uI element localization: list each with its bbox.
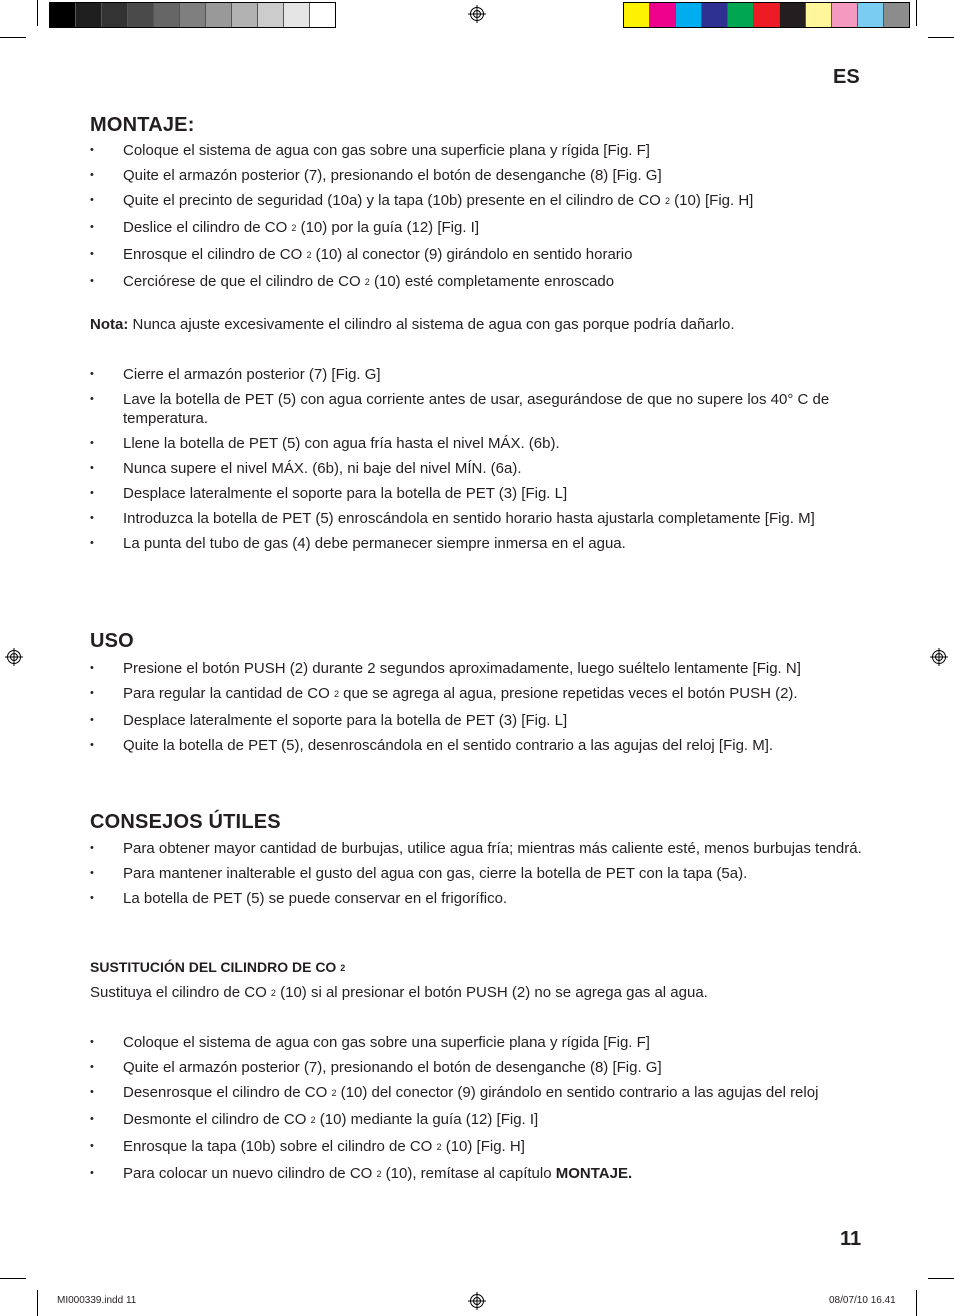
registration-mark-icon [468,5,486,23]
color-swatch [76,3,102,27]
registration-mark-icon [468,1292,486,1310]
grayscale-color-bar [49,2,336,28]
color-swatch [702,3,728,27]
language-code: ES [833,66,860,88]
color-swatch [128,3,154,27]
sustitucion-intro: Sustituya el cilindro de CO $_2$ (10) si al presionar el botón PUSH (2) no se agrega gas al agua. [90,984,708,1001]
subsection-title-sustitucion: SUSTITUCIÓN DEL CILINDRO DE CO $_2$ [90,959,346,975]
section-title-montaje: MONTAJE: [90,114,195,136]
note-text: Nunca ajuste excesivamente el cilindro al sistema de agua con gas porque podría dañarlo. [128,316,735,333]
crop-mark [928,1278,954,1279]
color-swatch [232,3,258,27]
consejos-list [90,839,864,914]
list-item: • Coloque el sistema de agua con gas sobre una superficie plana y rígida [Fig. F] [90,1033,864,1052]
list-item: • Presione el botón PUSH (2) durante 2 segundos aproximadamente, luego suéltelo lentamente [Fig. N] [90,659,864,678]
color-swatch [102,3,128,27]
list-item: • Coloque el sistema de agua con gas sobre una superficie plana y rígida [Fig. F] [90,141,864,160]
color-swatch [284,3,310,27]
color-swatch [180,3,206,27]
crop-mark [37,0,38,26]
note-label: Nota: [90,316,129,333]
color-swatch [728,3,754,27]
list-item: • Deslice el cilindro de CO $_2$ (10) por la guía (12) [Fig. I] [90,218,864,239]
list-item: • Cierre el armazón posterior (7) [Fig. G] [90,365,864,384]
color-swatch [624,3,650,27]
color-swatch [884,3,909,27]
list-item: • Introduzca la botella de PET (5) enroscándola en sentido horario hasta ajustarla completamente [Fig. M] [90,509,864,528]
color-swatch [310,3,335,27]
crop-mark [916,1290,917,1316]
color-swatch [676,3,702,27]
list-item: • Desplace lateralmente el soporte para la botella de PET (3) [Fig. L] [90,711,864,730]
list-item: • Lave la botella de PET (5) con agua corriente antes de usar, asegurándose de que no supere los 40° C de temperatura. [90,390,864,428]
uso-steps-list [90,659,864,761]
montaje-steps-list [90,141,864,299]
list-item: • Para mantener inalterable el gusto del agua con gas, cierre la botella de PET con la tapa (5a). [90,864,864,883]
list-item: • Enrosque el cilindro de CO $_2$ (10) al conector (9) girándolo en sentido horario [90,245,864,266]
section-title-uso: USO [90,630,134,652]
list-item: • Enrosque la tapa (10b) sobre el cilindro de CO $_2$ (10) [Fig. H] [90,1137,864,1158]
color-swatch [832,3,858,27]
sustitucion-steps-list [90,1033,864,1191]
list-item: • Quite el armazón posterior (7), presionando el botón de desenganche (8) [Fig. G] [90,1058,864,1077]
list-item: • Desmonte el cilindro de CO $_2$ (10) mediante la guía (12) [Fig. I] [90,1110,864,1131]
list-item: • Quite la botella de PET (5), desenroscándola en el sentido contrario a las agujas del reloj [Fig. M]. [90,736,864,755]
crop-mark [0,1278,26,1279]
list-item: • Quite el precinto de seguridad (10a) y la tapa (10b) presente en el cilindro de CO $_2$ (10) [Fig. H] [90,191,864,212]
montaje-note [90,315,864,334]
color-swatch [780,3,806,27]
crop-mark [0,37,26,38]
registration-mark-icon [930,648,948,666]
list-item: • Nunca supere el nivel MÁX. (6b), ni baje del nivel MÍN. (6a). [90,459,864,478]
list-item: • Desplace lateralmente el soporte para la botella de PET (3) [Fig. L] [90,484,864,503]
color-swatch [806,3,832,27]
process-color-bar [623,2,910,28]
list-item: • Cerciórese de que el cilindro de CO $_2$ (10) esté completamente enroscado [90,272,864,293]
file-slug: MI000339.indd 11 [57,1295,137,1306]
color-swatch [754,3,780,27]
list-item: • La botella de PET (5) se puede conservar en el frigorífico. [90,889,864,908]
color-swatch [154,3,180,27]
list-item: • Quite el armazón posterior (7), presionando el botón de desenganche (8) [Fig. G] [90,166,864,185]
chapter-reference: MONTAJE. [555,1165,633,1182]
color-swatch [258,3,284,27]
crop-mark [928,37,954,38]
section-title-consejos: CONSEJOS ÚTILES [90,811,281,833]
list-item: • Desenrosque el cilindro de CO $_2$ (10) del conector (9) girándolo en sentido contrario a las agujas del reloj [90,1083,864,1104]
crop-mark [916,0,917,26]
color-swatch [650,3,676,27]
list-item: • Para obtener mayor cantidad de burbujas, utilice agua fría; mientras más caliente esté, menos burbujas tendrá. [90,839,864,858]
color-swatch [50,3,76,27]
page-number: 11 [840,1228,862,1250]
registration-mark-icon [5,648,23,666]
crop-mark [37,1290,38,1316]
list-item: • Para colocar un nuevo cilindro de CO $_2$ (10), remítase al capítulo MONTAJE. [90,1164,864,1185]
date-slug: 08/07/10 16.41 [829,1295,896,1306]
color-swatch [858,3,884,27]
list-item: • Llene la botella de PET (5) con agua fría hasta el nivel MÁX. (6b). [90,434,864,453]
list-item: • Para regular la cantidad de CO $_2$ que se agrega al agua, presione repetidas veces el botón PUSH (2). [90,684,864,705]
color-swatch [206,3,232,27]
montaje-steps-list-2 [90,365,864,559]
list-item: • La punta del tubo de gas (4) debe permanecer siempre inmersa en el agua. [90,534,864,553]
